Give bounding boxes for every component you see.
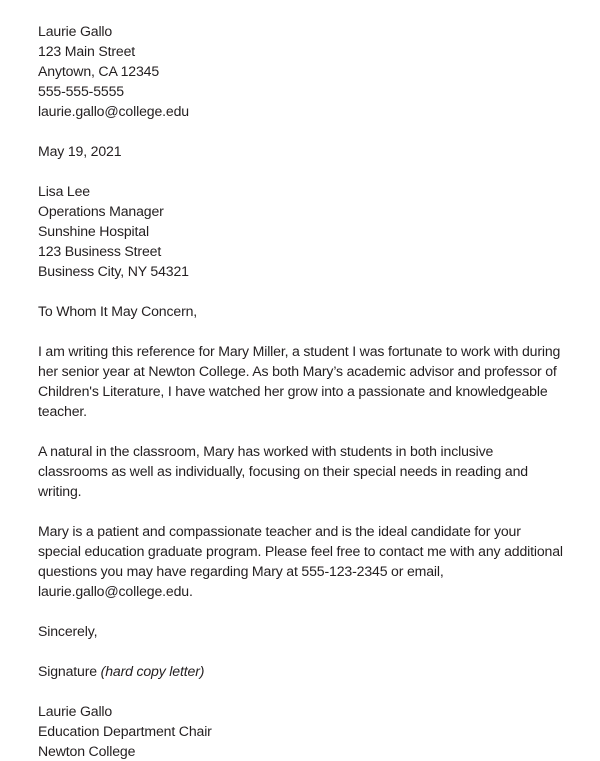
sender-phone: 555-555-5555 <box>38 83 124 99</box>
sender-email: laurie.gallo@college.edu <box>38 103 189 119</box>
signature-label: Signature <box>38 663 97 679</box>
salutation-text: To Whom It May Concern, <box>38 303 198 319</box>
recipient-city-state-zip: Business City, NY 54321 <box>38 263 189 279</box>
signature-note: (hard copy letter) <box>100 663 205 679</box>
recipient-address-block <box>38 181 563 281</box>
sender-city-state-zip: Anytown, CA 12345 <box>38 63 160 79</box>
body-paragraph-1-text: I am writing this reference for Mary Miller, a student I was fortunate to work with during her senior year at Newton College. As both Mary’s academic advisor and professor of Children's Literature, I have watched her grow into a passionate and knowledgeable teacher. <box>38 343 561 419</box>
closing <box>38 621 563 641</box>
sender-address-block <box>38 21 563 121</box>
signer-organization: Newton College <box>38 743 136 759</box>
date-text: May 19, 2021 <box>38 143 122 159</box>
body-paragraph-1 <box>38 341 563 421</box>
signer-name: Laurie Gallo <box>38 703 113 719</box>
body-paragraph-2 <box>38 441 563 501</box>
signature-placeholder <box>38 661 563 681</box>
recipient-organization: Sunshine Hospital <box>38 223 149 239</box>
recipient-name: Lisa Lee <box>38 183 90 199</box>
signature-line <box>38 661 563 681</box>
body-paragraph-2-text: A natural in the classroom, Mary has worked with students in both inclusive classrooms as well as individually, focusing on their special needs in reading and writing. <box>38 443 528 499</box>
signer-title: Education Department Chair <box>38 723 212 739</box>
body-paragraph-3 <box>38 521 563 601</box>
sender-street: 123 Main Street <box>38 43 136 59</box>
letter-date <box>38 141 563 161</box>
closing-text: Sincerely, <box>38 623 98 639</box>
signer-block <box>38 701 563 761</box>
recipient-street: 123 Business Street <box>38 243 162 259</box>
sender-name: Laurie Gallo <box>38 23 113 39</box>
salutation <box>38 301 563 321</box>
body-paragraph-3-text: Mary is a patient and compassionate teacher and is the ideal candidate for your special education graduate program. Please feel free to contact me with any additional questions you may have regarding Mary at 555-123-2345 or email, laurie.gallo@college.edu. <box>38 523 563 599</box>
letter-body <box>38 21 563 761</box>
recipient-title: Operations Manager <box>38 203 164 219</box>
